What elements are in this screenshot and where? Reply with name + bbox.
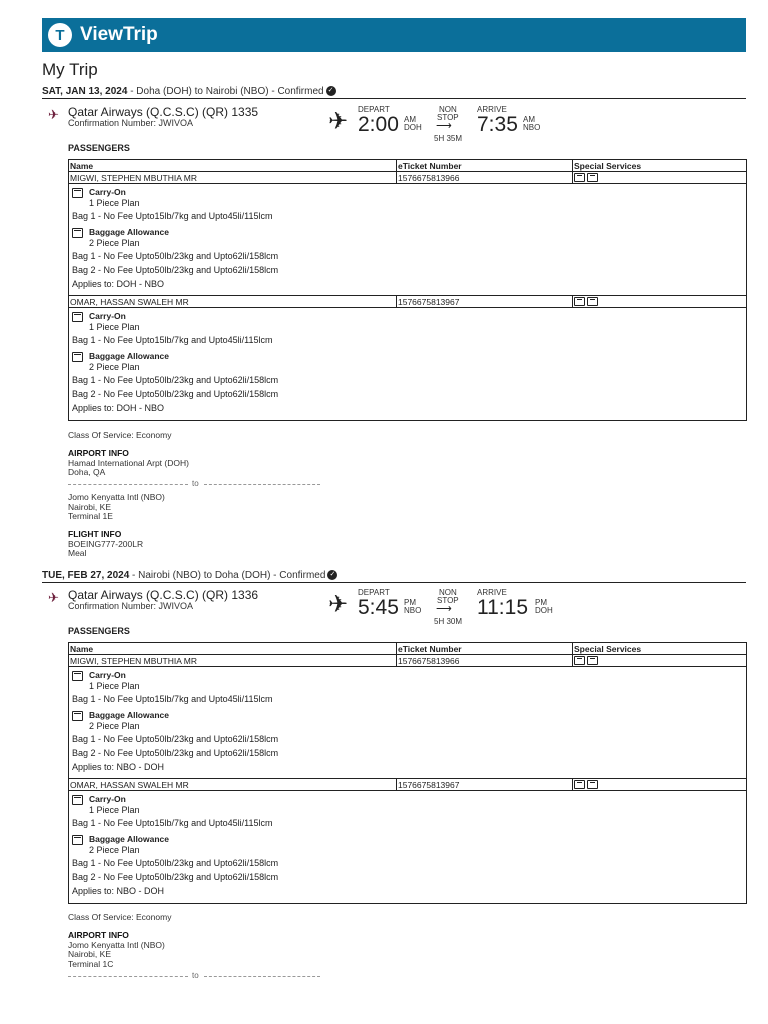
baggage-detail [69, 184, 746, 296]
origin-airport-name: Hamad International Arpt (DOH) [68, 457, 189, 468]
table-header [69, 160, 746, 172]
origin-city: Doha, QA [68, 467, 106, 477]
carry-on-bag: Bag 1 - No Fee Upto15lb/7kg and Upto45li/115lcm [72, 211, 273, 221]
airline-name: Qatar Airways (Q.C.S.C) (QR) 1336 [68, 588, 259, 602]
baggage-allowance-icon [72, 228, 83, 238]
passenger-name: OMAR, HASSAN SWALEH MR [70, 297, 189, 307]
eticket-number: 1576675813966 [398, 656, 460, 666]
special-services [574, 173, 598, 182]
route-divider [68, 971, 320, 981]
allowance-bag-1: Bag 1 - No Fee Upto50lb/23kg and Upto62li/158lcm [72, 375, 279, 385]
seat-icon [574, 173, 585, 182]
col-ticket: eTicket Number [398, 161, 462, 171]
passenger-name: MIGWI, STEPHEN MBUTHIA MR [70, 173, 198, 183]
stop-bottom: STOP [437, 113, 459, 122]
route-divider [68, 479, 320, 489]
depart-ampm: PM [404, 598, 416, 607]
arrow-right-icon: ⟶ [436, 120, 452, 132]
segment-header-2 [42, 570, 746, 583]
confirmed-check-icon: ✓ [326, 86, 336, 96]
allowance-bag-2: Bag 2 - No Fee Upto50lb/23kg and Upto62li/158lcm [72, 265, 279, 275]
col-name: Name [70, 161, 94, 171]
dest-city: Nairobi, KE [68, 501, 111, 512]
allowance-bag-1: Bag 1 - No Fee Upto50lb/23kg and Upto62li/158lcm [72, 734, 279, 744]
carry-on-icon [72, 795, 83, 805]
segment-date: TUE, FEB 27, 2024 [42, 570, 130, 581]
segment-route: - Nairobi (NBO) to Doha (DOH) - Confirmed [129, 570, 326, 581]
segment-route: - Doha (DOH) to Nairobi (NBO) - Confirmed [127, 86, 324, 97]
depart-time: 2:00 [358, 113, 399, 136]
applies-to: Applies to: DOH - NBO [72, 403, 165, 413]
airline-name: Qatar Airways (Q.C.S.C) (QR) 1335 [68, 105, 259, 119]
carry-on-title: Carry-On [89, 311, 126, 321]
col-services: Special Services [574, 161, 642, 171]
allowance-title: Baggage Allowance [89, 710, 169, 720]
origin-city: Nairobi, KE [68, 949, 111, 959]
table-row [69, 172, 746, 184]
dest-terminal: Terminal 1E [68, 511, 113, 521]
allowance-title: Baggage Allowance [89, 351, 169, 361]
arrive-code: DOH [535, 606, 553, 615]
carry-on-icon [72, 188, 83, 198]
airport-info [68, 449, 189, 478]
arrive-ampm: AM [523, 115, 535, 124]
arrow-right-icon: ⟶ [436, 603, 452, 615]
aircraft-type: BOEING777-200LR [68, 538, 144, 549]
carry-on-bag: Bag 1 - No Fee Upto15lb/7kg and Upto45li/115lcm [72, 818, 273, 828]
baggage-allowance-icon [72, 352, 83, 362]
app-header [42, 18, 746, 52]
table-row [69, 779, 746, 791]
applies-to: Applies to: NBO - DOH [72, 762, 165, 772]
destination-airport [68, 493, 165, 522]
origin-terminal: Terminal 1C [68, 958, 114, 969]
flight-info [68, 530, 143, 559]
allowance-plan: 2 Piece Plan [89, 238, 140, 248]
seat-icon [574, 656, 585, 665]
meal: Meal [68, 548, 87, 558]
eticket-number: 1576675813966 [398, 173, 460, 183]
allowance-title: Baggage Allowance [89, 834, 169, 844]
depart-code: NBO [404, 606, 422, 615]
airport-info-label: AIRPORT INFO [68, 448, 129, 458]
baggage-icon [587, 656, 598, 665]
baggage-detail [69, 667, 746, 779]
baggage-detail [69, 791, 746, 903]
allowance-bag-1: Bag 1 - No Fee Upto50lb/23kg and Upto62li/158lcm [72, 251, 279, 261]
baggage-allowance-icon [72, 835, 83, 845]
depart-ampm: AM [404, 115, 416, 124]
carry-on-icon [72, 671, 83, 681]
baggage-detail [69, 308, 746, 420]
plane-icon: ✈ [328, 108, 349, 135]
col-ticket: eTicket Number [398, 644, 462, 654]
allowance-bag-1: Bag 1 - No Fee Upto50lb/23kg and Upto62li/158lcm [72, 858, 279, 868]
carry-on-title: Carry-On [89, 670, 126, 680]
passenger-name: MIGWI, STEPHEN MBUTHIA MR [70, 656, 198, 666]
table-header [69, 643, 746, 655]
carry-on-plan: 1 Piece Plan [89, 805, 140, 815]
carry-on-bag: Bag 1 - No Fee Upto15lb/7kg and Upto45li/115lcm [72, 694, 273, 704]
stop-top: NON [439, 588, 457, 597]
stop-top: NON [439, 105, 457, 114]
duration: 5H 35M [434, 134, 463, 143]
segment-header-1 [42, 86, 746, 99]
duration: 5H 30M [434, 617, 463, 626]
carry-on-plan: 1 Piece Plan [89, 322, 140, 332]
applies-to: Applies to: DOH - NBO [72, 279, 165, 289]
arrive-ampm: PM [535, 598, 547, 607]
passengers-table-2 [68, 642, 747, 904]
to-label: to [192, 479, 199, 488]
col-name: Name [70, 644, 94, 654]
col-services: Special Services [574, 644, 642, 654]
allowance-plan: 2 Piece Plan [89, 721, 140, 731]
passengers-table-1 [68, 159, 747, 421]
allowance-bag-2: Bag 2 - No Fee Upto50lb/23kg and Upto62li/158lcm [72, 389, 279, 399]
carry-on-plan: 1 Piece Plan [89, 198, 140, 208]
airport-info-label: AIRPORT INFO [68, 930, 129, 940]
class-of-service: Class Of Service: Economy [68, 912, 172, 922]
to-label: to [192, 971, 199, 980]
carry-on-bag: Bag 1 - No Fee Upto15lb/7kg and Upto45li/115lcm [72, 335, 273, 345]
page-title: My Trip [42, 60, 98, 79]
airline-logo-icon: ✈ [48, 590, 59, 605]
carry-on-plan: 1 Piece Plan [89, 681, 140, 691]
flight-summary-1 [42, 105, 746, 145]
seat-icon [574, 297, 585, 306]
airline-logo-icon: ✈ [48, 107, 59, 122]
special-services [574, 780, 598, 789]
passengers-label: PASSENGERS [68, 143, 130, 153]
arrive-label: ARRIVE [477, 105, 507, 114]
baggage-icon [587, 780, 598, 789]
origin-airport-name: Jomo Kenyatta Intl (NBO) [68, 939, 165, 950]
plane-icon: ✈ [328, 591, 349, 618]
confirmed-check-icon: ✓ [327, 570, 337, 580]
depart-label: DEPART [358, 105, 390, 114]
confirmation-number: Confirmation Number: JWIVOA [68, 118, 194, 128]
depart-time: 5:45 [358, 596, 399, 619]
brand-name: ViewTrip [80, 24, 158, 45]
segment-date: SAT, JAN 13, 2024 [42, 86, 128, 97]
arrive-code: NBO [523, 123, 541, 132]
allowance-plan: 2 Piece Plan [89, 362, 140, 372]
carry-on-icon [72, 312, 83, 322]
passenger-name: OMAR, HASSAN SWALEH MR [70, 780, 189, 790]
carry-on-title: Carry-On [89, 187, 126, 197]
viewtrip-logo-icon [48, 23, 72, 47]
table-row [69, 655, 746, 667]
airport-info [68, 931, 165, 969]
applies-to: Applies to: NBO - DOH [72, 886, 165, 896]
passengers-label: PASSENGERS [68, 626, 130, 636]
table-row [69, 296, 746, 308]
arrive-label: ARRIVE [477, 588, 507, 597]
baggage-icon [587, 173, 598, 182]
allowance-bag-2: Bag 2 - No Fee Upto50lb/23kg and Upto62li/158lcm [72, 748, 279, 758]
eticket-number: 1576675813967 [398, 780, 460, 790]
depart-label: DEPART [358, 588, 390, 597]
special-services [574, 656, 598, 665]
special-services [574, 297, 598, 306]
allowance-bag-2: Bag 2 - No Fee Upto50lb/23kg and Upto62li/158lcm [72, 872, 279, 882]
allowance-title: Baggage Allowance [89, 227, 169, 237]
flight-info-label: FLIGHT INFO [68, 529, 122, 539]
logo-letter: T [55, 26, 65, 44]
class-of-service: Class Of Service: Economy [68, 430, 172, 440]
confirmation-number: Confirmation Number: JWIVOA [68, 601, 194, 611]
baggage-icon [587, 297, 598, 306]
seat-icon [574, 780, 585, 789]
carry-on-title: Carry-On [89, 794, 126, 804]
arrive-time: 7:35 [477, 113, 518, 136]
flight-summary-2 [42, 588, 746, 628]
baggage-allowance-icon [72, 711, 83, 721]
stop-bottom: STOP [437, 596, 459, 605]
arrive-time: 11:15 [477, 596, 528, 619]
dest-airport-name: Jomo Kenyatta Intl (NBO) [68, 492, 165, 502]
eticket-number: 1576675813967 [398, 297, 460, 307]
depart-code: DOH [404, 123, 422, 132]
allowance-plan: 2 Piece Plan [89, 845, 140, 855]
